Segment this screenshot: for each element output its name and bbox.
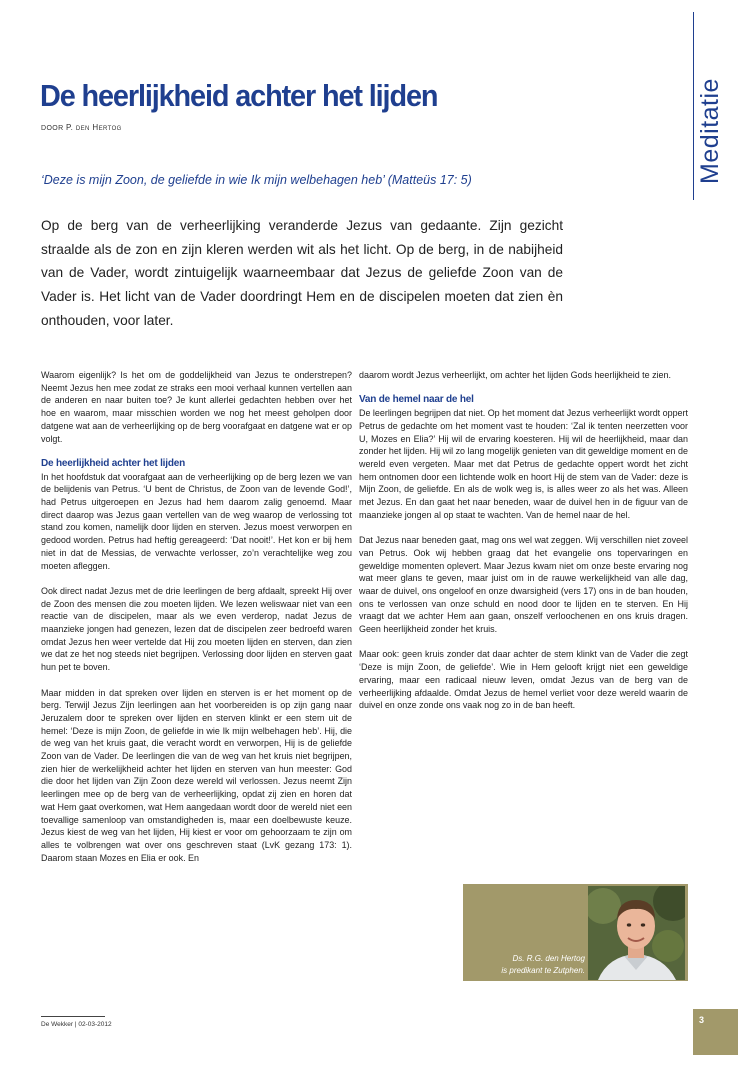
left-paragraph-1: Waarom eigenlijk? Is het om de goddelijkheid van Jezus te onderstrepen? Neemt Jezus hen mee zodat ze straks een mooi verhaal kunnen vertellen aan de anderen en naar buiten toe? Je kunt allerlei gedachten hebben over het hoe en waarom, maar misschien worden we nog het meest geholpen door datgene wat aan de verheerlijking op de berg voorafgaat en datgene wat er op volgt. (41, 370, 352, 444)
portrait-illustration (588, 886, 685, 980)
byline-author: P. den Hertog (65, 123, 122, 132)
footer-publication: De Wekker | 02-03-2012 (41, 1021, 112, 1028)
section-divider (693, 12, 694, 200)
author-portrait (588, 886, 685, 980)
left-paragraph-2: In het hoofdstuk dat voorafgaat aan de verheerlijking op de berg lezen we van de belijdenis van Petrus. ‘U bent de Christus, de Zoon van de levende God!’, had Petrus uitgeroepen en Jezus had hem daarom zalig genoemd. Maar direct daarop was Jezus gaan vertellen van de weg waarop de verlossing tot stand zou komen, namelijk door lijden en sterven. Jezus moest verworpen en gedood worden. Petrus had heftig gereageerd: ‘Dat nooit!’. Het kon er bij hem niet in dat de Messias, de verwachte verlosser, zo’n verachtelijke weg zou moeten afleggen. (41, 471, 352, 571)
left-column (41, 369, 352, 877)
page-number: 3 (699, 1015, 705, 1025)
bible-quote: ‘Deze is mijn Zoon, de geliefde in wie Ik mijn welbehagen heb’ (Matteüs 17: 5) (41, 173, 472, 187)
footer-rule (41, 1016, 105, 1017)
right-paragraph-2: De leerlingen begrijpen dat niet. Op het moment dat Jezus verheerlijkt wordt oppert Petrus de gedachte om het moment vast te houden: ‘Zal ik tenten neerzetten voor U, Mozes en Elia?’ Hij wil de ervaring koesteren. Hij wil de heerlijkheid, maar dan zonder het lijden. Hij wil zo lang mogelijk genieten van dit geweldige moment en de wereld even vergeten. Maar met dat Petrus de gedachte oppert wordt het zicht hem ontnomen door een lichtende wolk en hoort Hij de stem van de Vader: deze is Mijn Zoon, de geliefde. En als de wolk weg is, is alles weer zo als het was. Alleen met Jezus. En dan gaat het naar beneden, waar de duivel hen in de figuur van de maanzieke jongen al op staat te wachten. Van de hemel naar de hel. (359, 408, 688, 520)
subheading-hemel-hel: Van de hemel naar de hel (359, 394, 474, 406)
subheading-heerlijkheid: De heerlijkheid achter het lijden (41, 457, 186, 469)
photo-caption (478, 953, 585, 976)
right-paragraph-3: Dat Jezus naar beneden gaat, mag ons wel wat zeggen. Wij verschillen niet zoveel van Petrus. Ook wij hebben graag dat het evangelie ons topervaringen en geweldige momenten oplevert. Maar Jezus kwam niet om onze beste ervaring nog wat meer glans te geven, maar juist om in de rauwe werkelijkheid van alle dag, waar de duivel, ons ongeloof en onze dwarsigheid (vers 17) ons in de ban houden, ons te verlossen van onze schuld en nood door te lijden en te sterven. En Hij vraagt dat we achter Hem aan gaan, onszelf verloochenen en ons kruis dragen. Geen heerlijkheid zonder het kruis. (359, 535, 688, 635)
intro-paragraph: Op de berg van de verheerlijking veranderde Jezus van gedaante. Zijn gezicht straalde als de zon en zijn kleren werden wit als het licht. Op de berg, in de nabijheid van de Vader, wordt zintuigelijk waarneembaar dat Jezus de geliefde Zoon van de Vader is. Het licht van de Vader doordringt Hem en de discipelen moeten dat zien èn onthouden, voor later. (41, 218, 563, 328)
byline (41, 123, 122, 132)
byline-prefix: DOOR (41, 125, 64, 132)
right-paragraph-1: daarom wordt Jezus verheerlijkt, om achter het lijden Gods heerlijkheid te zien. (359, 370, 671, 380)
caption-role: is predikant te Zutphen. (501, 965, 585, 975)
caption-name: Ds. R.G. den Hertog (512, 954, 585, 963)
section-label: Meditatie (696, 78, 724, 184)
left-paragraph-3: Ook direct nadat Jezus met de drie leerlingen de berg afdaalt, spreekt Hij over de Zoon des mensen die zou moeten lijden. We lezen weliswaar niet van een reactie van de discipelen, maar als we even verderop, nadat Jezus de maanzieke jongen had genezen, lezen dat de discipelen zeer bedroefd waren omdat Jezus hen weer vertelde dat Hij zou moeten lijden en sterven, dan zien we dat ze het nog steeds niet begrijpen. Verlossing door lijden en sterven gaat hun pet te boven. (41, 585, 352, 673)
right-paragraph-4: Maar ook: geen kruis zonder dat daar achter de stem klinkt van de Vader die zegt ‘Deze is mijn Zoon, de geliefde’. Wie in Hem gelooft krijgt niet een geweldige ervaring, maar een radicaal nieuw leven, omdat Jezus van de berg van de verheerlijking afdaalde. Omdat Jezus de hemel verliet voor deze wereld waarin de duivel en onze zonde ons vaak nog zo in de ban heeft. (359, 649, 688, 711)
article-title: De heerlijkheid achter het lijden (40, 78, 438, 113)
right-column (359, 369, 688, 725)
left-paragraph-4: Maar midden in dat spreken over lijden en sterven is er het moment op de berg. Terwijl Jezus Zijn leerlingen aan het voorbereiden is op zijn gang naar Jeruzalem door te spreken over lijden en sterven klinkt er een stem uit de hemel: ‘Deze is mijn Zoon, de geliefde in wie Ik mijn welbehagen heb’. Hij, die de weg van het kruis gaat, die veracht wordt en verworpen, Hij is de geliefde Zoon van de Vader. De leerlingen die van de weg van het kruis niet begrijpen, zien hier de werkelijkheid achter het lijden en sterven van hun meester: God die door het lijden van Zijn Zoon deze wereld wil verlossen. Jezus neemt Zijn leerlingen mee op de berg van de verheerlijking, opdat zij zien en horen dat wat Hem gaat overkomen, wat Hem aangedaan wordt door de wereld niet een toevallige samenloop van omstandigheden is, maar een doelbewuste keuze. Jezus kiest de weg van het lijden, Hij kiest er voor om gehoorzaam te zijn om alles te volbrengen wat over ons geschreven staat (LvK gezang 173: 1). Daarom staan Mozes en Elia er ook. En (41, 687, 352, 863)
